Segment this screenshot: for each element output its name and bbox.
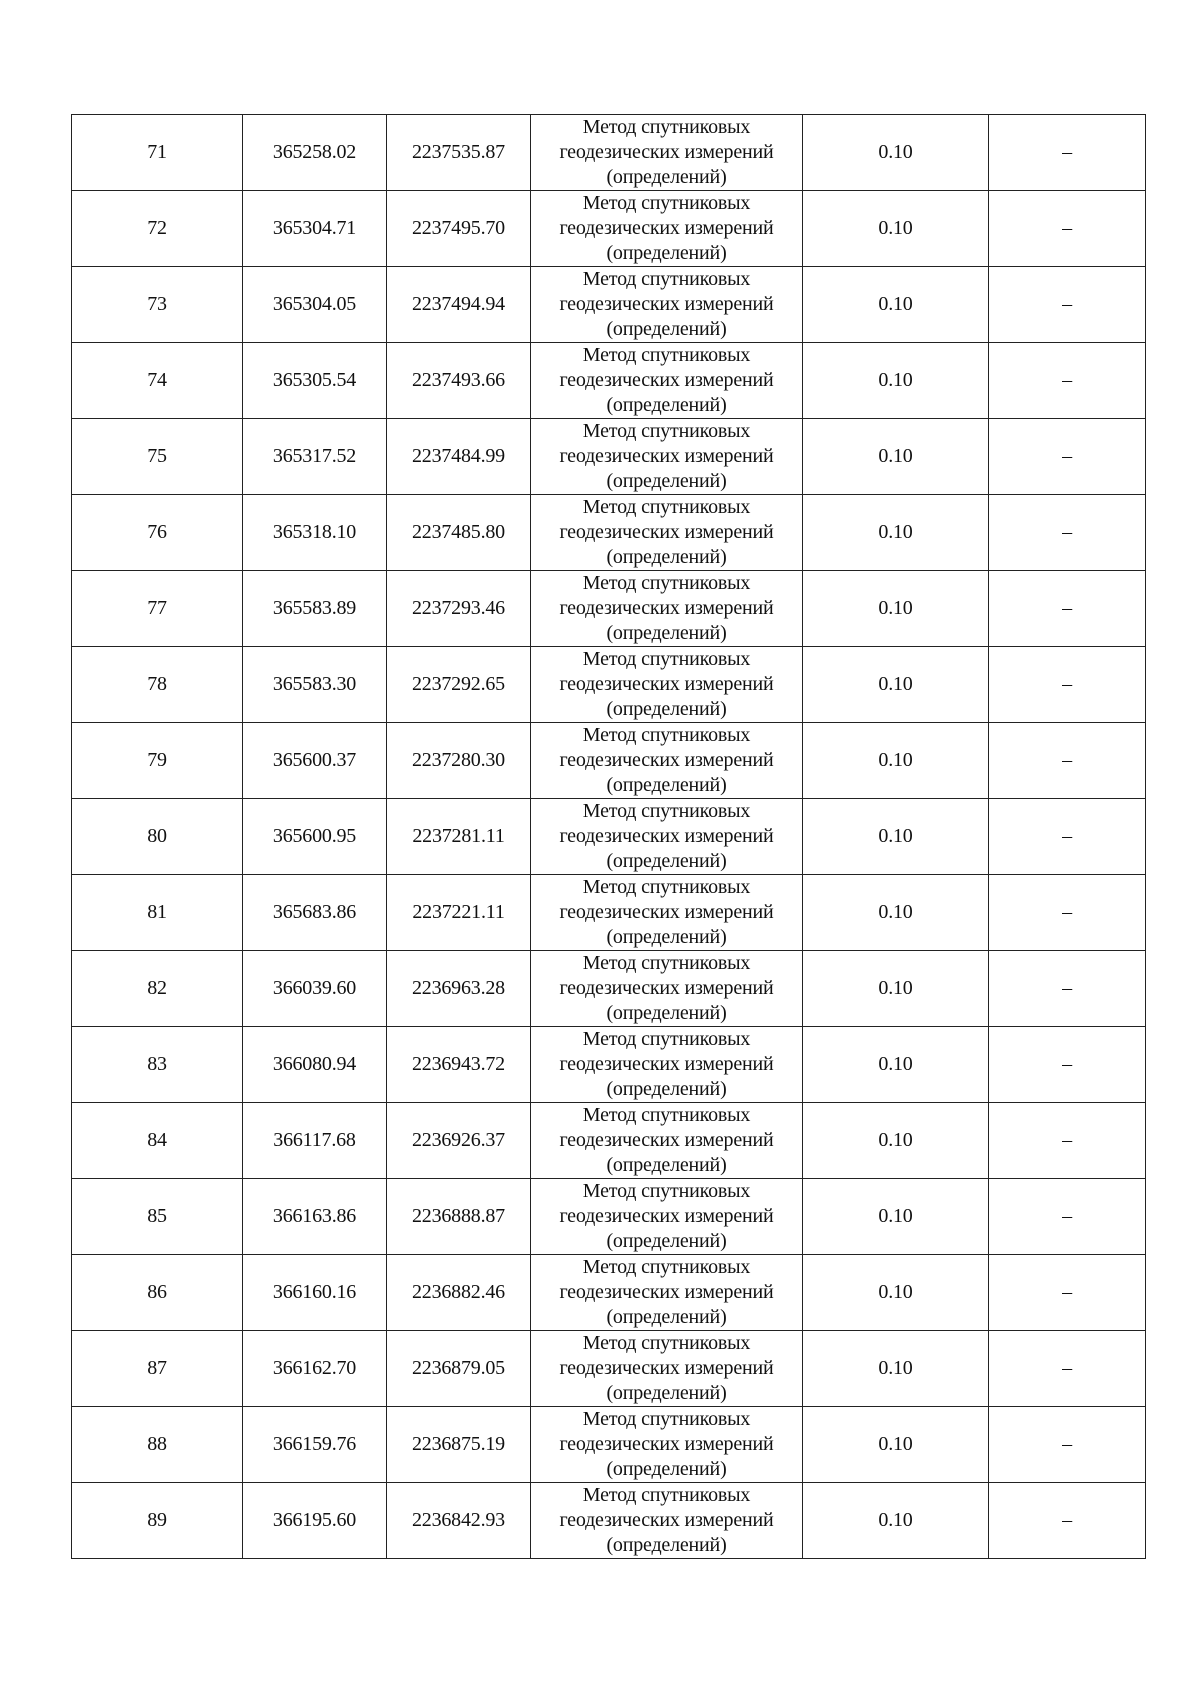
note-cell: –	[989, 495, 1146, 571]
method-line-1: Метод спутниковых	[582, 192, 751, 214]
point-number-cell: 89	[72, 1483, 243, 1559]
x-coordinate-cell: 366160.16	[243, 1255, 387, 1331]
method-line-1: Метод спутниковых	[582, 496, 751, 518]
accuracy-cell: 0.10	[803, 1255, 989, 1331]
table-row	[72, 799, 1146, 875]
method-line-1: Метод спутниковых	[582, 1180, 751, 1202]
accuracy-cell: 0.10	[803, 1331, 989, 1407]
method-line-1: Метод спутниковых	[582, 1028, 751, 1050]
accuracy-cell: 0.10	[803, 723, 989, 799]
method-line-1: Метод спутниковых	[582, 800, 751, 822]
x-coordinate-cell: 366117.68	[243, 1103, 387, 1179]
method-line-2: геодезических измерений	[559, 521, 774, 543]
method-line-1: Метод спутниковых	[582, 1332, 751, 1354]
table-row	[72, 571, 1146, 647]
x-coordinate-cell: 365258.02	[243, 115, 387, 191]
note-cell: –	[989, 799, 1146, 875]
note-cell: –	[989, 723, 1146, 799]
y-coordinate-cell: 2237484.99	[387, 419, 531, 495]
method-line-3: (определений)	[606, 1230, 727, 1252]
table-row	[72, 1027, 1146, 1103]
table-row	[72, 951, 1146, 1027]
x-coordinate-cell: 365317.52	[243, 419, 387, 495]
method-line-3: (определений)	[606, 622, 727, 644]
method-cell	[531, 875, 803, 951]
method-line-3: (определений)	[606, 1458, 727, 1480]
method-cell	[531, 191, 803, 267]
point-number-cell: 71	[72, 115, 243, 191]
method-cell	[531, 495, 803, 571]
method-cell	[531, 267, 803, 343]
point-number-cell: 79	[72, 723, 243, 799]
method-cell	[531, 647, 803, 723]
point-number-cell: 81	[72, 875, 243, 951]
method-line-2: геодезических измерений	[559, 1433, 774, 1455]
accuracy-cell: 0.10	[803, 1103, 989, 1179]
method-cell	[531, 799, 803, 875]
point-number-cell: 76	[72, 495, 243, 571]
x-coordinate-cell: 365600.37	[243, 723, 387, 799]
method-cell	[531, 1483, 803, 1559]
note-cell: –	[989, 875, 1146, 951]
table-row	[72, 875, 1146, 951]
coordinates-table-body	[72, 115, 1146, 1559]
method-line-2: геодезических измерений	[559, 597, 774, 619]
accuracy-cell: 0.10	[803, 571, 989, 647]
accuracy-cell: 0.10	[803, 951, 989, 1027]
y-coordinate-cell: 2236879.05	[387, 1331, 531, 1407]
y-coordinate-cell: 2236842.93	[387, 1483, 531, 1559]
method-line-2: геодезических измерений	[559, 141, 774, 163]
method-line-1: Метод спутниковых	[582, 116, 751, 138]
method-line-2: геодезических измерений	[559, 749, 774, 771]
y-coordinate-cell: 2237221.11	[387, 875, 531, 951]
y-coordinate-cell: 2237494.94	[387, 267, 531, 343]
point-number-cell: 87	[72, 1331, 243, 1407]
method-line-2: геодезических измерений	[559, 1509, 774, 1531]
method-line-3: (определений)	[606, 166, 727, 188]
y-coordinate-cell: 2236943.72	[387, 1027, 531, 1103]
y-coordinate-cell: 2236963.28	[387, 951, 531, 1027]
point-number-cell: 88	[72, 1407, 243, 1483]
method-line-2: геодезических измерений	[559, 1357, 774, 1379]
method-cell	[531, 115, 803, 191]
point-number-cell: 73	[72, 267, 243, 343]
note-cell: –	[989, 1255, 1146, 1331]
accuracy-cell: 0.10	[803, 875, 989, 951]
method-line-3: (определений)	[606, 926, 727, 948]
method-line-1: Метод спутниковых	[582, 724, 751, 746]
method-line-3: (определений)	[606, 1534, 727, 1556]
point-number-cell: 75	[72, 419, 243, 495]
x-coordinate-cell: 365318.10	[243, 495, 387, 571]
note-cell: –	[989, 191, 1146, 267]
accuracy-cell: 0.10	[803, 191, 989, 267]
method-line-2: геодезических измерений	[559, 293, 774, 315]
method-line-2: геодезических измерений	[559, 217, 774, 239]
note-cell: –	[989, 267, 1146, 343]
y-coordinate-cell: 2236882.46	[387, 1255, 531, 1331]
method-line-3: (определений)	[606, 1002, 727, 1024]
accuracy-cell: 0.10	[803, 1483, 989, 1559]
accuracy-cell: 0.10	[803, 1407, 989, 1483]
point-number-cell: 83	[72, 1027, 243, 1103]
method-line-3: (определений)	[606, 698, 727, 720]
method-cell	[531, 1179, 803, 1255]
method-line-3: (определений)	[606, 850, 727, 872]
point-number-cell: 84	[72, 1103, 243, 1179]
table-row	[72, 723, 1146, 799]
method-cell	[531, 1331, 803, 1407]
x-coordinate-cell: 365305.54	[243, 343, 387, 419]
method-line-1: Метод спутниковых	[582, 876, 751, 898]
point-number-cell: 74	[72, 343, 243, 419]
y-coordinate-cell: 2237292.65	[387, 647, 531, 723]
point-number-cell: 78	[72, 647, 243, 723]
table-row	[72, 191, 1146, 267]
note-cell: –	[989, 1103, 1146, 1179]
y-coordinate-cell: 2237495.70	[387, 191, 531, 267]
method-line-1: Метод спутниковых	[582, 1104, 751, 1126]
table-row	[72, 1407, 1146, 1483]
table-row	[72, 1179, 1146, 1255]
method-line-2: геодезических измерений	[559, 673, 774, 695]
method-line-1: Метод спутниковых	[582, 952, 751, 974]
method-line-3: (определений)	[606, 318, 727, 340]
y-coordinate-cell: 2237293.46	[387, 571, 531, 647]
method-line-2: геодезических измерений	[559, 901, 774, 923]
y-coordinate-cell: 2237280.30	[387, 723, 531, 799]
method-cell	[531, 343, 803, 419]
method-line-2: геодезических измерений	[559, 1205, 774, 1227]
table-row	[72, 1103, 1146, 1179]
table-row	[72, 495, 1146, 571]
x-coordinate-cell: 365683.86	[243, 875, 387, 951]
y-coordinate-cell: 2236888.87	[387, 1179, 531, 1255]
x-coordinate-cell: 366159.76	[243, 1407, 387, 1483]
y-coordinate-cell: 2237535.87	[387, 115, 531, 191]
method-cell	[531, 419, 803, 495]
x-coordinate-cell: 366080.94	[243, 1027, 387, 1103]
accuracy-cell: 0.10	[803, 267, 989, 343]
table-row	[72, 1331, 1146, 1407]
method-line-3: (определений)	[606, 1078, 727, 1100]
table-row	[72, 1255, 1146, 1331]
method-line-3: (определений)	[606, 774, 727, 796]
y-coordinate-cell: 2237281.11	[387, 799, 531, 875]
method-line-3: (определений)	[606, 470, 727, 492]
accuracy-cell: 0.10	[803, 647, 989, 723]
method-line-2: геодезических измерений	[559, 369, 774, 391]
accuracy-cell: 0.10	[803, 495, 989, 571]
method-cell	[531, 1407, 803, 1483]
y-coordinate-cell: 2237493.66	[387, 343, 531, 419]
method-line-2: геодезических измерений	[559, 1281, 774, 1303]
method-line-2: геодезических измерений	[559, 445, 774, 467]
accuracy-cell: 0.10	[803, 799, 989, 875]
method-line-2: геодезических измерений	[559, 977, 774, 999]
note-cell: –	[989, 1027, 1146, 1103]
note-cell: –	[989, 951, 1146, 1027]
point-number-cell: 77	[72, 571, 243, 647]
point-number-cell: 80	[72, 799, 243, 875]
method-line-3: (определений)	[606, 394, 727, 416]
x-coordinate-cell: 366162.70	[243, 1331, 387, 1407]
table-row	[72, 647, 1146, 723]
method-cell	[531, 571, 803, 647]
note-cell: –	[989, 1407, 1146, 1483]
accuracy-cell: 0.10	[803, 1027, 989, 1103]
x-coordinate-cell: 365583.89	[243, 571, 387, 647]
y-coordinate-cell: 2236875.19	[387, 1407, 531, 1483]
point-number-cell: 72	[72, 191, 243, 267]
x-coordinate-cell: 366195.60	[243, 1483, 387, 1559]
method-line-1: Метод спутниковых	[582, 420, 751, 442]
method-line-3: (определений)	[606, 1306, 727, 1328]
note-cell: –	[989, 1179, 1146, 1255]
x-coordinate-cell: 365304.71	[243, 191, 387, 267]
x-coordinate-cell: 365600.95	[243, 799, 387, 875]
method-line-1: Метод спутниковых	[582, 1408, 751, 1430]
accuracy-cell: 0.10	[803, 1179, 989, 1255]
method-line-2: геодезических измерений	[559, 825, 774, 847]
note-cell: –	[989, 115, 1146, 191]
point-number-cell: 86	[72, 1255, 243, 1331]
method-line-3: (определений)	[606, 546, 727, 568]
table-row	[72, 343, 1146, 419]
method-line-1: Метод спутниковых	[582, 572, 751, 594]
note-cell: –	[989, 1483, 1146, 1559]
x-coordinate-cell: 366163.86	[243, 1179, 387, 1255]
method-line-3: (определений)	[606, 1154, 727, 1176]
method-line-1: Метод спутниковых	[582, 648, 751, 670]
method-cell	[531, 951, 803, 1027]
x-coordinate-cell: 365304.05	[243, 267, 387, 343]
method-line-1: Метод спутниковых	[582, 344, 751, 366]
coordinates-table	[71, 114, 1146, 1559]
table-row	[72, 267, 1146, 343]
method-line-3: (определений)	[606, 242, 727, 264]
method-line-1: Метод спутниковых	[582, 1484, 751, 1506]
note-cell: –	[989, 647, 1146, 723]
method-cell	[531, 723, 803, 799]
note-cell: –	[989, 571, 1146, 647]
note-cell: –	[989, 1331, 1146, 1407]
method-cell	[531, 1255, 803, 1331]
x-coordinate-cell: 366039.60	[243, 951, 387, 1027]
method-cell	[531, 1027, 803, 1103]
table-row	[72, 115, 1146, 191]
point-number-cell: 85	[72, 1179, 243, 1255]
accuracy-cell: 0.10	[803, 343, 989, 419]
method-line-3: (определений)	[606, 1382, 727, 1404]
table-row	[72, 419, 1146, 495]
y-coordinate-cell: 2236926.37	[387, 1103, 531, 1179]
point-number-cell: 82	[72, 951, 243, 1027]
accuracy-cell: 0.10	[803, 115, 989, 191]
method-line-1: Метод спутниковых	[582, 1256, 751, 1278]
table-row	[72, 1483, 1146, 1559]
method-cell	[531, 1103, 803, 1179]
method-line-2: геодезических измерений	[559, 1053, 774, 1075]
method-line-1: Метод спутниковых	[582, 268, 751, 290]
note-cell: –	[989, 343, 1146, 419]
x-coordinate-cell: 365583.30	[243, 647, 387, 723]
note-cell: –	[989, 419, 1146, 495]
accuracy-cell: 0.10	[803, 419, 989, 495]
y-coordinate-cell: 2237485.80	[387, 495, 531, 571]
method-line-2: геодезических измерений	[559, 1129, 774, 1151]
